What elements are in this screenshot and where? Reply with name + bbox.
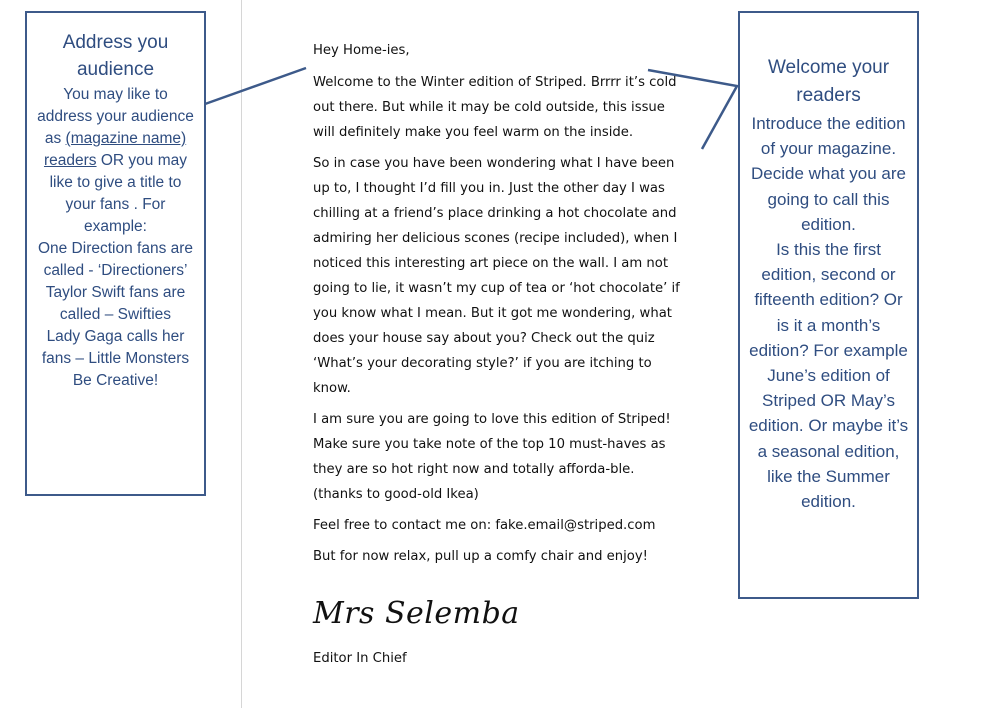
example-one-direction: One Direction fans are called - ‘Directioners’: [37, 240, 194, 279]
letter-paragraph-edition: I am sure you are going to love this edition of Striped! Make sure you take note of the top 10 must-haves as they are so hot right now and totally afforda-ble. (thanks to good-old Ikea): [313, 412, 671, 502]
address-audience-text-rest: OR you may like to give a title to your fans . For example:: [49, 152, 187, 235]
address-audience-callout: [25, 11, 206, 496]
be-creative-text: Be Creative!: [72, 372, 159, 389]
editor-title: Editor In Chief: [313, 651, 407, 666]
letter-paragraph-closing: But for now relax, pull up a comfy chair and enjoy!: [313, 549, 648, 564]
magazine-name-readers-text: (magazine name) readers: [43, 130, 187, 169]
editor-letter: [313, 42, 688, 585]
letter-paragraph-welcome: Welcome to the Winter edition of Striped. Brrrr it’s cold out there. But while it may be cold outside, this issue will definitely make you feel warm on the inside.: [313, 75, 677, 140]
welcome-readers-title: Welcome your readers: [767, 57, 890, 106]
letter-greeting: Hey Home-ies,: [313, 43, 410, 58]
address-audience-body: [35, 84, 196, 392]
letter-paragraph-story: So in case you have been wondering what I have been up to, I thought I’d fill you in. Just the other day I was chilling at a friend’s place drinking a hot chocolate and admiring her delicious scones (recipe included), when I noticed this interesting art piece on the wall. I am not going to lie, it wasn’t my cup of tea or ‘hot chocolate’ if you know what I mean. But it got me wondering, what does your house say about you? Check out the quiz ‘What’s your decorating style?’ if you are itching to know.: [313, 156, 680, 396]
example-taylor-swift: Taylor Swift fans are called – Swifties: [45, 284, 186, 323]
welcome-readers-callout: [738, 11, 919, 599]
editor-signature: Mrs Selemba: [313, 596, 520, 631]
welcome-readers-body: [748, 111, 909, 514]
letter-paragraph-contact: Feel free to contact me on: fake.email@striped.com: [313, 518, 656, 533]
example-lady-gaga: Lady Gaga calls her fans – Little Monsters: [41, 328, 190, 367]
address-audience-text: You may like to address your audience as: [37, 86, 194, 147]
welcome-readers-text-2: Is this the first edition, second or fifteenth edition? Or is it a month’s edition? For example June’s edition of Striped OR May’s edition. Or maybe it’s a seasonal edition, like the Summer edition.: [748, 240, 909, 512]
address-audience-title: Address you audience: [62, 32, 169, 80]
welcome-readers-text-1: Introduce the edition of your magazine. Decide what you are going to call this edition.: [751, 114, 906, 234]
left-callout-connector: [205, 68, 306, 104]
